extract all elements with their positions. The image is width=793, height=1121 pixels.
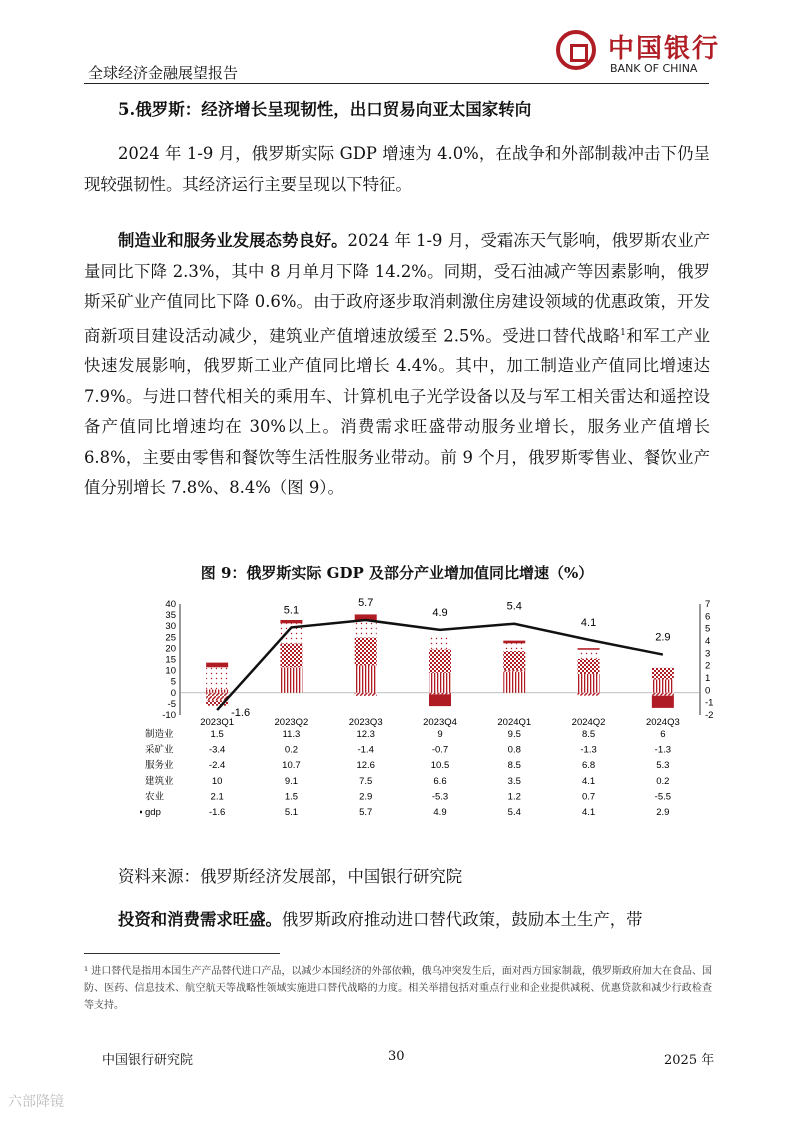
legend-label: 采矿业 xyxy=(145,744,174,756)
paragraph-gdp xyxy=(84,139,710,200)
left-axis-tick-label: 25 xyxy=(165,632,176,644)
legend-label: gdp xyxy=(145,807,161,818)
paragraph-industry-text-b: 和军工产业快速发展影响，俄罗斯工业产值同比增长 4.4%。其中，加工制造业产值同比增速达 7.9%。与进口替代相关的乘用车、计算机电子光学设备以及与军工相关雷达和遥控设备产值同比增速均在 30%以上。消费需求旺盛带动服务业增长，服务业产值增长 6.8%，主要由零售和餐饮等生活性服务业带动。前 9 个月，俄罗斯零售业、餐饮业产值分别增长 7.8%、8.4%（图 9）。 xyxy=(84,325,710,498)
bar-农业 xyxy=(652,696,674,708)
table-cell: 10.7 xyxy=(282,760,301,772)
bar-制造业 xyxy=(429,673,451,693)
bar-制造业 xyxy=(280,668,302,693)
table-cell: 5.7 xyxy=(359,807,373,818)
bar-农业 xyxy=(206,663,228,668)
left-axis-tick-label: 10 xyxy=(165,665,176,677)
left-axis-tick-label: 0 xyxy=(170,687,176,699)
right-axis-tick-label: -2 xyxy=(705,710,714,721)
report-header-title: 全球经济金融展望报告 xyxy=(88,64,239,82)
bar-制造业 xyxy=(355,665,377,692)
bar-采矿业 xyxy=(206,693,228,701)
bar-采矿业 xyxy=(503,670,525,672)
bar-服务业 xyxy=(280,644,302,668)
right-axis-tick-label: 5 xyxy=(705,623,711,635)
bar-采矿业 xyxy=(652,693,674,696)
bar-建筑业 xyxy=(206,667,228,689)
left-axis-tick-label: 15 xyxy=(165,654,176,666)
right-axis-tick-label: 7 xyxy=(705,599,711,610)
bar-制造业 xyxy=(578,674,600,693)
table-cell: 4.1 xyxy=(581,807,596,818)
table-cell: 2.1 xyxy=(210,791,224,803)
table-cell: 9.5 xyxy=(507,729,521,740)
table-cell: 0.7 xyxy=(581,791,596,803)
right-axis-tick-label: 6 xyxy=(705,611,711,623)
table-cell: -2.4 xyxy=(208,760,226,772)
table-cell: 0.2 xyxy=(284,744,299,756)
x-axis-tick-label: 2023Q2 xyxy=(274,717,309,728)
table-cell: 11.3 xyxy=(282,729,301,740)
bank-logo-cn: 中国银行 xyxy=(608,34,721,64)
table-cell: 6.8 xyxy=(581,760,596,772)
x-axis-tick-label: 2023Q4 xyxy=(423,717,457,728)
right-axis-tick-label: -1 xyxy=(705,697,714,709)
bar-建筑业 xyxy=(578,650,600,659)
bar-制造业 xyxy=(206,689,228,692)
bar-建筑业 xyxy=(429,635,451,650)
bar-服务业 xyxy=(503,651,525,670)
right-axis-tick-label: 3 xyxy=(705,648,711,660)
legend-label: 服务业 xyxy=(145,760,174,772)
gdp-data-label: 4.1 xyxy=(580,616,597,629)
bar-采矿业 xyxy=(578,693,600,696)
x-axis-tick-label: 2024Q1 xyxy=(497,717,532,728)
paragraph-investment-text: 俄罗斯政府推动进口替代政策，鼓励本土生产，带 xyxy=(281,910,643,929)
table-cell: 2.9 xyxy=(359,791,373,803)
table-cell: -5.5 xyxy=(654,791,672,803)
table-cell: 10 xyxy=(211,775,223,787)
bar-农业 xyxy=(503,641,525,644)
table-cell: 12.6 xyxy=(356,760,375,772)
table-cell: 6.6 xyxy=(433,775,447,787)
table-cell: -1.6 xyxy=(208,807,226,818)
bank-logo xyxy=(556,28,721,80)
bar-制造业 xyxy=(652,679,674,692)
table-cell: 4.1 xyxy=(581,775,596,787)
table-cell: -1.3 xyxy=(580,744,597,756)
paragraph-industry xyxy=(84,226,710,504)
paragraph-industry-text-a: 2024 年 1-9 月，受霜冻天气影响，俄罗斯农业产量同比下降 2.3%，其中 8 月单月下降 14.2%。同期，受石油减产等因素影响，俄罗斯采矿业产值同比下降 0.6%。由于政府逐步取消刺激住房建设领域的优惠政策，开发商新项目建设活动减少，建筑业产值增速放缓至 2.5%。受进口替代战略 xyxy=(84,231,710,345)
gdp-data-label: 5.7 xyxy=(358,597,374,610)
paragraph-industry-lead: 制造业和服务业发展态势良好。 xyxy=(118,231,348,250)
paragraph-investment-lead: 投资和消费需求旺盛。 xyxy=(118,910,282,929)
section-heading: 5.俄罗斯：经济增长呈现韧性，出口贸易向亚太国家转向 xyxy=(118,100,532,119)
page-number: 30 xyxy=(388,1049,405,1064)
footnote-marker[interactable]: 1 xyxy=(620,327,626,338)
left-axis-tick-label: 35 xyxy=(165,610,176,622)
table-cell: 1.5 xyxy=(284,791,299,803)
legend-label: 建筑业 xyxy=(145,775,174,787)
header-rule xyxy=(84,83,709,84)
footer-year: 2025 年 xyxy=(664,1053,715,1068)
legend-label: 制造业 xyxy=(145,729,174,740)
table-cell: 8.5 xyxy=(507,760,521,772)
bar-服务业 xyxy=(355,638,377,666)
footer-org: 中国银行研究院 xyxy=(102,1053,194,1068)
left-axis-tick-label: 5 xyxy=(170,676,176,688)
bar-采矿业 xyxy=(280,667,302,668)
gdp-data-label: 5.1 xyxy=(283,604,300,617)
left-axis-tick-label: 30 xyxy=(165,621,176,633)
right-axis-tick-label: 0 xyxy=(705,685,711,697)
paragraph-gdp-text: 2024 年 1-9 月，俄罗斯实际 GDP 增速为 4.0%，在战争和外部制裁冲击下仍呈现较强韧性。其经济运行主要呈现以下特征。 xyxy=(84,144,710,194)
chart-source: 资料来源：俄罗斯经济发展部，中国银行研究院 xyxy=(118,867,463,886)
bank-logo-en: BANK OF CHINA xyxy=(610,62,698,75)
bank-logo-icon xyxy=(556,30,596,70)
right-axis-tick-label: 1 xyxy=(705,673,711,684)
bar-建筑业 xyxy=(652,667,674,668)
table-cell: 0.8 xyxy=(507,744,521,756)
bar-服务业 xyxy=(652,668,674,680)
right-axis-tick-label: 4 xyxy=(705,636,711,647)
footnote-text: ¹ 进口替代是指用本国生产产品替代进口产品，以减少本国经济的外部依赖，俄乌冲突发生后，面对西方国家制裁，俄罗斯政府加大在食品、国防、医药、信息技术、航空航天等战略性领域实施进口替代战略的力度。相关举措包括对重点行业和企业提供减税、优惠贷款和减少行政检查等支持。 xyxy=(84,966,712,1011)
footnote-rule xyxy=(84,953,280,954)
x-axis-tick-label: 2023Q1 xyxy=(200,717,235,728)
table-cell: 12.3 xyxy=(356,729,375,740)
x-axis-tick-label: 2023Q3 xyxy=(348,717,383,728)
left-axis-tick-label: -5 xyxy=(167,698,176,710)
watermark: 六部降镜 xyxy=(8,1094,64,1110)
gdp-data-label: -1.6 xyxy=(231,707,251,720)
table-cell: -1.3 xyxy=(654,744,672,756)
gdp-data-label: 4.9 xyxy=(432,606,448,619)
table-cell: 3.5 xyxy=(507,775,521,787)
table-cell: -5.3 xyxy=(431,791,449,803)
bar-建筑业 xyxy=(355,621,377,638)
table-cell: -1.4 xyxy=(357,744,374,756)
bar-服务业 xyxy=(578,659,600,674)
right-axis-tick-label: 2 xyxy=(705,660,711,672)
left-axis-tick-label: 20 xyxy=(165,643,176,655)
bar-采矿业 xyxy=(429,693,451,695)
bar-农业 xyxy=(429,694,451,706)
table-cell: -3.4 xyxy=(208,744,226,756)
table-cell: 1.5 xyxy=(210,729,224,740)
table-cell: 8.5 xyxy=(581,729,596,740)
x-axis-tick-label: 2024Q3 xyxy=(645,717,680,728)
table-cell: 4.9 xyxy=(433,807,447,818)
table-cell: 5.1 xyxy=(284,807,299,818)
gdp-industry-chart xyxy=(140,592,720,842)
x-axis-tick-label: 2024Q2 xyxy=(571,717,606,728)
bar-采矿业 xyxy=(355,693,377,696)
table-cell: 5.3 xyxy=(656,760,670,772)
table-cell: 6 xyxy=(660,729,666,740)
paragraph-investment xyxy=(84,905,710,936)
table-cell: 5.4 xyxy=(507,807,521,818)
table-cell: -0.7 xyxy=(431,744,449,756)
bar-农业 xyxy=(280,620,302,623)
left-axis-tick-label: 40 xyxy=(165,599,176,610)
table-cell: 2.9 xyxy=(656,807,670,818)
table-cell: 1.2 xyxy=(507,791,521,803)
table-cell: 10.5 xyxy=(430,760,450,772)
gdp-data-label: 5.4 xyxy=(506,600,522,613)
figure-title: 图 9：俄罗斯实际 GDP 及部分产业增加值同比增速（%） xyxy=(200,564,594,582)
legend-label: 农业 xyxy=(145,791,165,803)
table-cell: 7.5 xyxy=(359,775,373,787)
bar-建筑业 xyxy=(503,643,525,651)
gdp-data-label: 2.9 xyxy=(655,631,671,644)
bar-服务业 xyxy=(429,650,451,673)
table-cell: 9 xyxy=(437,729,443,740)
bar-制造业 xyxy=(503,672,525,693)
bar-农业 xyxy=(578,648,600,650)
left-axis-tick-label: -10 xyxy=(162,710,176,721)
table-cell: 9.1 xyxy=(284,775,299,787)
table-cell: 0.2 xyxy=(656,775,670,787)
